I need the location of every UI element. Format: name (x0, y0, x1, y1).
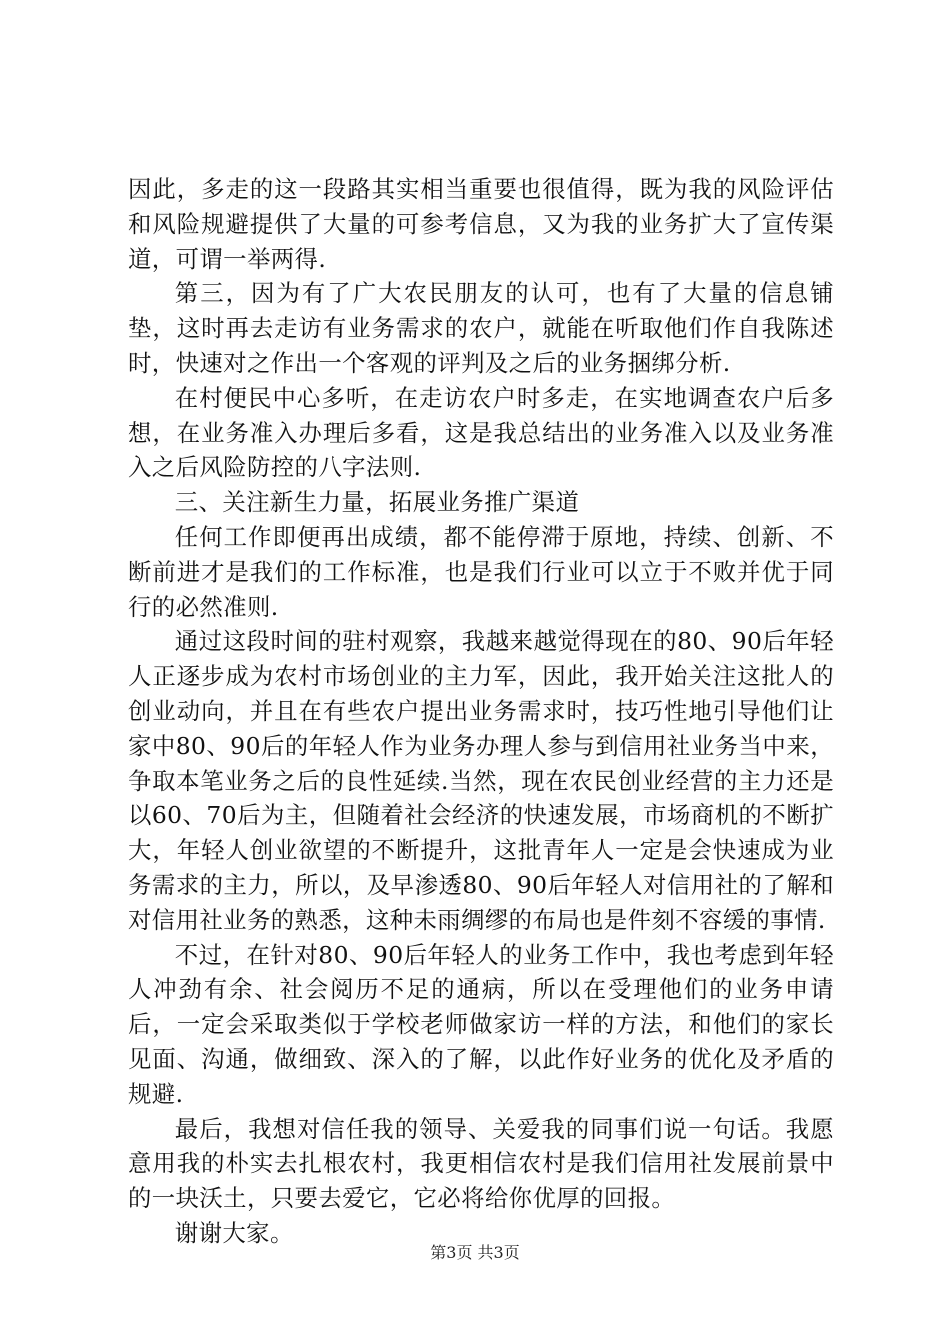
page-footer: 第3页 共3页 (430, 1243, 520, 1262)
body-text (128, 172, 834, 1251)
paragraph-8: 最后，我想对信任我的领导、关爱我的同事们说一句话。我愿意用我的朴实去扎根农村，我更相信农村是我们信用社发展前景中的一块沃土，只要去爱它，它必将给你优厚的回报。 (128, 1114, 834, 1213)
paragraph-5: 任何工作即便再出成绩，都不能停滞于原地，持续、创新、不断前进才是我们的工作标准，也是我们行业可以立于不败并优于同行的必然准则. (128, 522, 834, 621)
section-heading: 三、关注新生力量，拓展业务推广渠道 (174, 488, 580, 517)
paragraph-2: 第三，因为有了广大农民朋友的认可，也有了大量的信息铺垫，这时再去走访有业务需求的农户，就能在听取他们作自我陈述时，快速对之作出一个客观的评判及之后的业务捆绑分析. (128, 279, 834, 377)
paragraph-7: 不过，在针对80、90后年轻人的业务工作中，我也考虑到年轻人冲劲有余、社会阅历不足的通病，所以在受理他们的业务申请后，一定会采取类似于学校老师做家访一样的方法，和他们的家长见面、沟通，做细致、深入的了解，以此作好业务的优化及矛盾的规避. (128, 940, 834, 1108)
paragraph-6: 通过这段时间的驻村观察，我越来越觉得现在的80、90后年轻人正逐步成为农村市场创业的主力军，因此，我开始关注这批人的创业动向，并且在有些农户提出业务需求时，技巧性地引导他们让家中80、90后的年轻人作为业务办理人参与到信用社业务当中来，争取本笔业务之后的良性延续.当然，现在农民创业经营的主力还是以60、70后为主，但随着社会经济的快速发展，市场商机的不断扩大，年轻人创业欲望的不断提升，这批青年人一定是会快速成为业务需求的主力，所以，及早渗透80、90后年轻人对信用社的了解和对信用社业务的熟悉，这种未雨绸缪的布局也是件刻不容缓的事情. (128, 627, 834, 934)
paragraph-1: 因此，多走的这一段路其实相当重要也很值得，既为我的风险评估和风险规避提供了大量的可参考信息，又为我的业务扩大了宣传渠道，可谓一举两得. (128, 175, 834, 273)
closing-line: 谢谢大家。 (174, 1218, 294, 1247)
paragraph-3: 在村便民中心多听，在走访农户时多走，在实地调查农户后多想，在业务准入办理后多看，这是我总结出的业务准入以及业务准入之后风险防控的八字法则. (128, 383, 834, 482)
